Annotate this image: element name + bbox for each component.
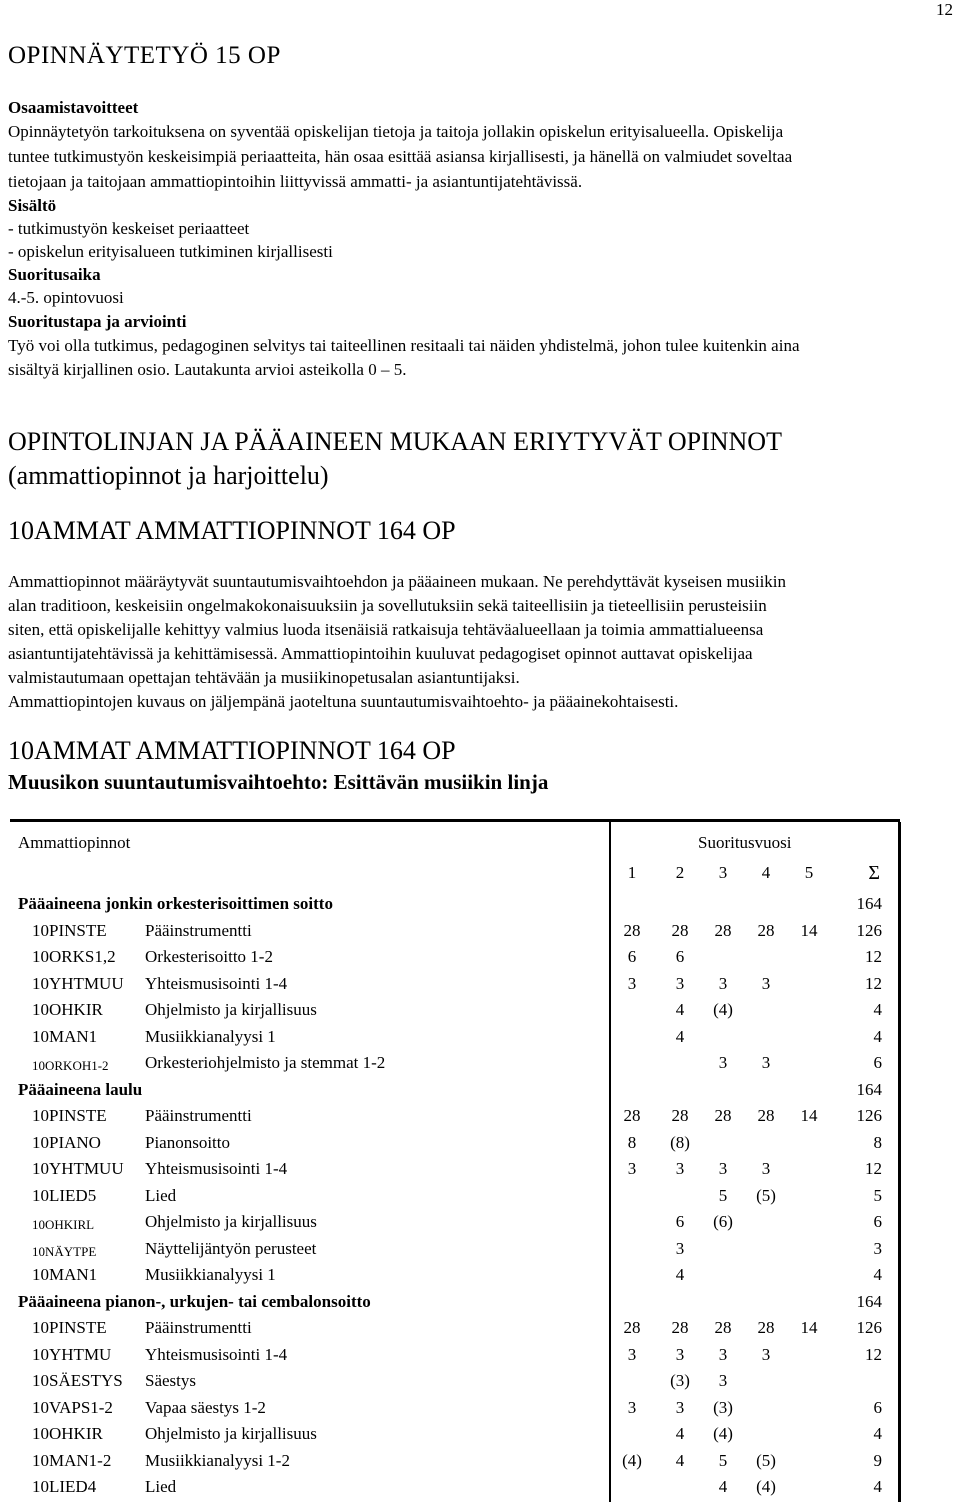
col-header-left: Ammattiopinnot xyxy=(18,833,131,852)
year-credit: 5 xyxy=(718,1185,728,1205)
course-code: 10YHTMUU xyxy=(32,973,124,993)
row-sum: 126 xyxy=(856,920,882,940)
row-sum: 12 xyxy=(865,947,882,966)
intro-line: Ammattiopinnot määräytyvät suuntautumisvaihtoehdon ja pääaineen mukaan. Ne perehdyttävät kyseisen musiikin xyxy=(8,572,787,591)
year-credit: 3 xyxy=(761,973,771,993)
year-credit: (4) xyxy=(713,1424,733,1443)
year-credit: 28 xyxy=(671,920,689,940)
course-code: 10VAPS1-2 xyxy=(32,1397,113,1417)
year-credit: 28 xyxy=(623,1318,641,1337)
course-code: 10ORKS1,2 xyxy=(32,947,116,966)
year-header: 3 xyxy=(718,863,728,882)
goals-line: tuntee tutkimustyön keskeisimpiä periaatteita, hän osaa esittää asiansa kirjallisesti, ja hänellä on valmiudet soveltaa xyxy=(8,147,793,166)
intro-line: valmistautumaan opettajan tehtävään ja musiikinopetusalan asiantuntijaksi. xyxy=(8,668,520,687)
row-sum: 12 xyxy=(865,1159,882,1178)
course-code: 10OHKIR xyxy=(32,1000,103,1019)
year-credit: 8 xyxy=(627,1132,637,1152)
year-credit: 28 xyxy=(714,1106,732,1125)
row-sum: 3 xyxy=(873,1238,882,1258)
year-credit: 3 xyxy=(761,1159,771,1178)
year-header: 2 xyxy=(675,863,685,882)
group-total: 164 xyxy=(856,1079,882,1099)
year-credit: 4 xyxy=(675,1026,685,1046)
year-credit: 3 xyxy=(675,1238,685,1258)
method-line: sisältyä kirjallinen osio. Lautakunta arvioi asteikolla 0 – 5. xyxy=(8,360,407,379)
course-code: 10OHKIR xyxy=(32,1424,103,1443)
year-credit: 6 xyxy=(675,947,685,966)
course-code: 10PINSTE xyxy=(32,1106,107,1125)
course-code: 10PINSTE xyxy=(32,1318,107,1337)
year-credit: 3 xyxy=(761,1344,771,1364)
thesis-title: OPINNÄYTETYÖ 15 OP xyxy=(8,42,281,69)
year-credit: 3 xyxy=(627,1344,637,1364)
year-credit: 28 xyxy=(757,1106,775,1125)
year-credit: 3 xyxy=(718,973,728,993)
year-credit: 4 xyxy=(718,1477,728,1496)
course-name: Lied xyxy=(145,1477,177,1496)
row-sum: 4 xyxy=(873,1000,882,1019)
track-heading: Muusikon suuntautumisvaihtoehto: Esittävän musiikin linja xyxy=(8,770,549,794)
year-credit: 3 xyxy=(675,1159,685,1178)
row-sum: 6 xyxy=(873,1397,882,1417)
year-credit: (3) xyxy=(670,1371,690,1390)
course-code: 10MAN1 xyxy=(32,1026,98,1046)
year-credit: (4) xyxy=(622,1450,642,1470)
course-code: 10LIED5 xyxy=(32,1185,97,1205)
method-heading: Suoritustapa ja arviointi xyxy=(8,312,187,331)
year-credit: (5) xyxy=(756,1185,776,1205)
year-credit: 14 xyxy=(800,920,818,940)
row-sum: 4 xyxy=(873,1265,882,1284)
row-sum: 4 xyxy=(873,1477,882,1496)
course-code: 10OHKIRL xyxy=(32,1217,95,1232)
year-header: 4 xyxy=(761,863,771,882)
course-name: Lied xyxy=(145,1185,177,1205)
course-code: 10YHTMU xyxy=(32,1344,112,1364)
year-credit: 3 xyxy=(718,1371,728,1390)
year-credit: 6 xyxy=(675,1212,685,1231)
row-sum: 5 xyxy=(873,1185,882,1205)
goals-heading: Osaamistavoitteet xyxy=(8,98,139,117)
group-total: 164 xyxy=(856,894,882,913)
year-credit: 3 xyxy=(627,973,637,993)
page-number: 12 xyxy=(936,0,953,19)
group-title: Pääaineena laulu xyxy=(18,1079,143,1099)
group-title: Pääaineena pianon-, urkujen- tai cembalonsoitto xyxy=(18,1291,371,1311)
course-name: Orkesterisoitto 1-2 xyxy=(145,947,273,966)
course-code: 10PIANO xyxy=(32,1132,101,1152)
col-header-right: Suoritusvuosi xyxy=(698,833,792,852)
course-name: Yhteismusisointi 1-4 xyxy=(145,1344,288,1364)
year-credit: 28 xyxy=(623,1106,641,1125)
course-name: Ohjelmisto ja kirjallisuus xyxy=(145,1212,317,1231)
year-credit: 3 xyxy=(675,1344,685,1364)
course-code: 10PINSTE xyxy=(32,920,107,940)
content-item: - tutkimustyön keskeiset periaatteet xyxy=(8,219,250,238)
course-name: Yhteismusisointi 1-4 xyxy=(145,973,288,993)
course-name: Säestys xyxy=(145,1371,196,1390)
year-credit: 4 xyxy=(675,1265,685,1284)
year-credit: 6 xyxy=(627,947,637,966)
intro-line: asiantuntijatehtävissä ja kehittämisessä. Ammattiopintoihin kuuluvat pedagogiset opinnot auttavat opiskelijaa xyxy=(8,644,753,663)
year-credit: 3 xyxy=(761,1053,771,1072)
course-name: Yhteismusisointi 1-4 xyxy=(145,1159,288,1178)
year-credit: 3 xyxy=(627,1159,637,1178)
intro-line: Ammattiopintojen kuvaus on jäljempänä jaoteltuna suuntautumisvaihtoehto- ja pääainekohtaisesti. xyxy=(8,692,679,711)
course-name: Musiikkianalyysi 1 xyxy=(145,1265,276,1284)
year-credit: 28 xyxy=(714,920,732,940)
section-subheading-2: 10AMMAT AMMATTIOPINNOT 164 OP xyxy=(8,736,456,765)
course-name: Ohjelmisto ja kirjallisuus xyxy=(145,1424,317,1443)
sum-header: Σ xyxy=(868,862,880,884)
table-divider xyxy=(609,822,611,1502)
row-sum: 4 xyxy=(873,1026,882,1046)
section-heading: OPINTOLINJAN JA PÄÄAINEEN MUKAAN ERIYTYVÄT OPINNOT xyxy=(8,427,782,456)
row-sum: 12 xyxy=(865,1344,882,1364)
intro-line: alan traditioon, keskeisiin ongelmakokonaisuuksiin ja sovellutuksiin sekä taiteellisiin ja tieteellisiin perusteisiin xyxy=(8,596,767,615)
year-credit: 4 xyxy=(675,1000,685,1019)
row-sum: 8 xyxy=(873,1132,882,1152)
course-name: Näyttelijäntyön perusteet xyxy=(145,1238,317,1258)
content-item: - opiskelun erityisalueen tutkiminen kirjallisesti xyxy=(8,242,333,261)
year-credit: (6) xyxy=(713,1212,733,1231)
year-header: 5 xyxy=(804,863,814,882)
year-credit: 3 xyxy=(718,1344,728,1364)
year-header: 1 xyxy=(627,863,637,882)
study-table xyxy=(10,819,900,1499)
row-sum: 4 xyxy=(873,1424,882,1443)
year-credit: (3) xyxy=(713,1397,733,1417)
row-sum: 12 xyxy=(865,973,882,993)
year-credit: 3 xyxy=(627,1397,637,1417)
course-name: Pianonsoitto xyxy=(145,1132,231,1152)
year-credit: 4 xyxy=(675,1424,685,1443)
group-title: Pääaineena jonkin orkesterisoittimen soitto xyxy=(18,894,333,913)
year-credit: (5) xyxy=(756,1450,776,1470)
course-code: 10LIED4 xyxy=(32,1477,97,1496)
year-credit: 5 xyxy=(718,1450,728,1470)
table-right-border xyxy=(898,822,901,1502)
year-credit: 3 xyxy=(675,973,685,993)
intro-line: siten, että opiskelijalle kehittyy valmius luoda itsenäisiä ratkaisuja tehtäväalueellaan ja toimia ammattialueensa xyxy=(8,620,764,639)
section-heading-sub: (ammattiopinnot ja harjoittelu) xyxy=(8,461,329,490)
row-sum: 126 xyxy=(856,1106,882,1125)
row-sum: 126 xyxy=(856,1318,882,1337)
section-subheading: 10AMMAT AMMATTIOPINNOT 164 OP xyxy=(8,516,456,545)
content-heading: Sisältö xyxy=(8,196,57,215)
year-credit: 14 xyxy=(800,1106,818,1125)
year-credit: 28 xyxy=(671,1318,689,1337)
course-code: 10ORKOH1-2 xyxy=(32,1058,109,1073)
course-name: Musiikkianalyysi 1-2 xyxy=(145,1450,290,1470)
timing-value: 4.-5. opintovuosi xyxy=(8,288,124,307)
year-credit: 28 xyxy=(623,920,641,940)
course-name: Vapaa säestys 1-2 xyxy=(145,1397,266,1417)
year-credit: 28 xyxy=(714,1318,732,1337)
year-credit: 3 xyxy=(675,1397,685,1417)
course-code: 10MAN1-2 xyxy=(32,1450,112,1470)
year-credit: 4 xyxy=(675,1450,685,1470)
method-line: Työ voi olla tutkimus, pedagoginen selvitys tai taiteellinen resitaali tai näiden yhdistelmä, johon tulee kuitenkin aina xyxy=(8,336,800,355)
timing-heading: Suoritusaika xyxy=(8,265,101,284)
goals-line: tietojaan ja taitojaan ammattiopintoihin liittyvissä ammatti- ja asiantuntijatehtävissä. xyxy=(8,172,583,191)
year-credit: 3 xyxy=(718,1053,728,1072)
course-code: 10SÄESTYS xyxy=(32,1371,123,1390)
course-code: 10NÄYTPE xyxy=(32,1243,97,1259)
year-credit: (4) xyxy=(756,1477,776,1496)
course-name: Pääinstrumentti xyxy=(145,920,252,940)
course-code: 10YHTMUU xyxy=(32,1159,124,1178)
year-credit: 28 xyxy=(671,1106,689,1125)
course-name: Pääinstrumentti xyxy=(145,1106,252,1125)
year-credit: 28 xyxy=(757,920,775,940)
course-name: Ohjelmisto ja kirjallisuus xyxy=(145,1000,317,1019)
table-top-border xyxy=(10,819,900,822)
course-name: Pääinstrumentti xyxy=(145,1318,252,1337)
group-total: 164 xyxy=(856,1291,882,1311)
year-credit: 14 xyxy=(800,1318,818,1337)
year-credit: 28 xyxy=(757,1318,775,1337)
course-code: 10MAN1 xyxy=(32,1265,98,1284)
year-credit: (4) xyxy=(713,1000,733,1019)
course-name: Musiikkianalyysi 1 xyxy=(145,1026,276,1046)
course-name: Orkesteriohjelmisto ja stemmat 1-2 xyxy=(145,1053,386,1072)
year-credit: 3 xyxy=(718,1159,728,1178)
row-sum: 6 xyxy=(873,1053,882,1072)
goals-line: Opinnäytetyön tarkoituksena on syventää opiskelijan tietoja ja taitoja jollakin opiskelun erityisalueella. Opiskelija xyxy=(8,122,784,141)
year-credit: (8) xyxy=(670,1132,690,1152)
row-sum: 9 xyxy=(873,1450,882,1470)
row-sum: 6 xyxy=(873,1212,882,1231)
